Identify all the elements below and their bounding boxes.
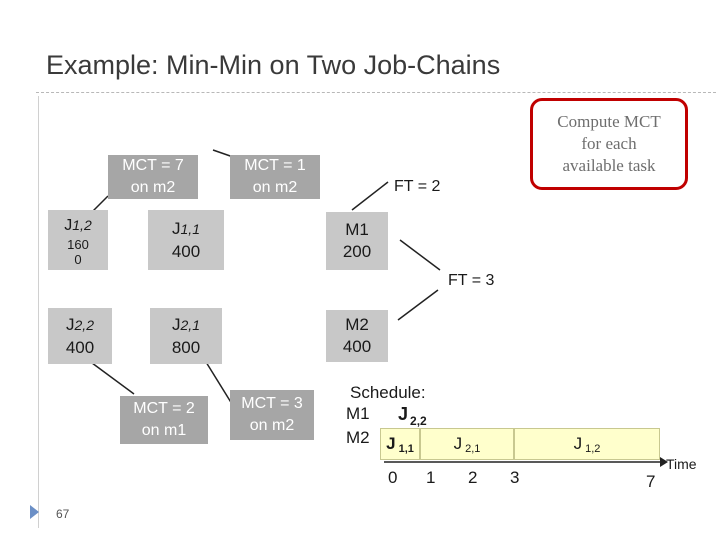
line-ft3-m2 [398, 290, 438, 320]
job-label: J1,2 [64, 216, 92, 234]
time-tick-3: 3 [510, 468, 520, 487]
gantt-bar-j11: J 1,1 [380, 428, 420, 460]
machine-value: 400 [342, 337, 372, 356]
job-node-j22 [48, 308, 112, 364]
job-node-j11 [148, 210, 224, 270]
job-label: J2,2 [66, 314, 94, 334]
job-value: 400 [171, 241, 201, 261]
time-tick-1: 1 [426, 468, 436, 487]
job-label: J1,1 [172, 218, 200, 238]
mct-value: MCT = 1 [244, 157, 306, 174]
mct-box-bottom-right [230, 390, 314, 440]
line-ft2-m1 [352, 182, 388, 210]
machine-value: 200 [342, 242, 372, 261]
line-mct2-j22 [88, 360, 134, 394]
machine-node-m1 [326, 212, 388, 270]
job-value: 400 [65, 337, 95, 357]
mct-machine: on m2 [249, 417, 295, 434]
machine-name: M1 [345, 220, 369, 239]
time-tick-0: 0 [388, 468, 398, 487]
schedule-m2-label: M2 [346, 428, 370, 447]
compute-mct-callout [530, 98, 688, 190]
bullet-arrow-icon [30, 505, 39, 519]
callout-line-2: for each [581, 134, 637, 153]
callout-line-1: Compute MCT [557, 112, 661, 131]
machine-name: M2 [345, 315, 369, 334]
job-node-j12 [48, 210, 108, 270]
job-value-line2: 0 [74, 251, 82, 267]
mct-value: MCT = 3 [241, 395, 303, 412]
machine-node-m2 [326, 310, 388, 362]
job-label: J2,1 [172, 314, 200, 334]
mct-value: MCT = 2 [133, 400, 195, 417]
job-node-j21 [150, 308, 222, 364]
job-value-line1: 160 [67, 236, 89, 252]
schedule-m1-label: M1 [346, 404, 370, 423]
gantt-bar-j21: J 2,1 [420, 428, 514, 460]
mct-box-top-left [108, 155, 198, 199]
mct-box-top-right [230, 155, 320, 199]
job-value: 800 [171, 337, 201, 357]
line-ft3-m1 [400, 240, 440, 270]
time-tick-7: 7 [646, 472, 656, 491]
mct-box-bottom-left [120, 396, 208, 444]
callout-line-3: available task [562, 156, 656, 175]
schedule-m1-job: J $_{2,2}$ [398, 404, 427, 428]
finish-time-m2: FT = 3 [448, 272, 495, 289]
mct-machine: on m2 [130, 179, 176, 196]
schedule-title: Schedule: [350, 383, 426, 402]
line-mct3-j21 [206, 362, 232, 404]
finish-time-m1: FT = 2 [394, 178, 441, 195]
page-number: 67 [56, 507, 70, 521]
mct-machine: on m1 [141, 422, 187, 439]
mct-machine: on m2 [252, 179, 298, 196]
time-axis-label: Time [666, 456, 697, 472]
time-tick-2: 2 [468, 468, 478, 487]
slide-title: Example: Min-Min on Two Job-Chains [46, 50, 501, 80]
gantt-bar-j12: J 1,2 [514, 428, 660, 460]
mct-value: MCT = 7 [122, 157, 184, 174]
